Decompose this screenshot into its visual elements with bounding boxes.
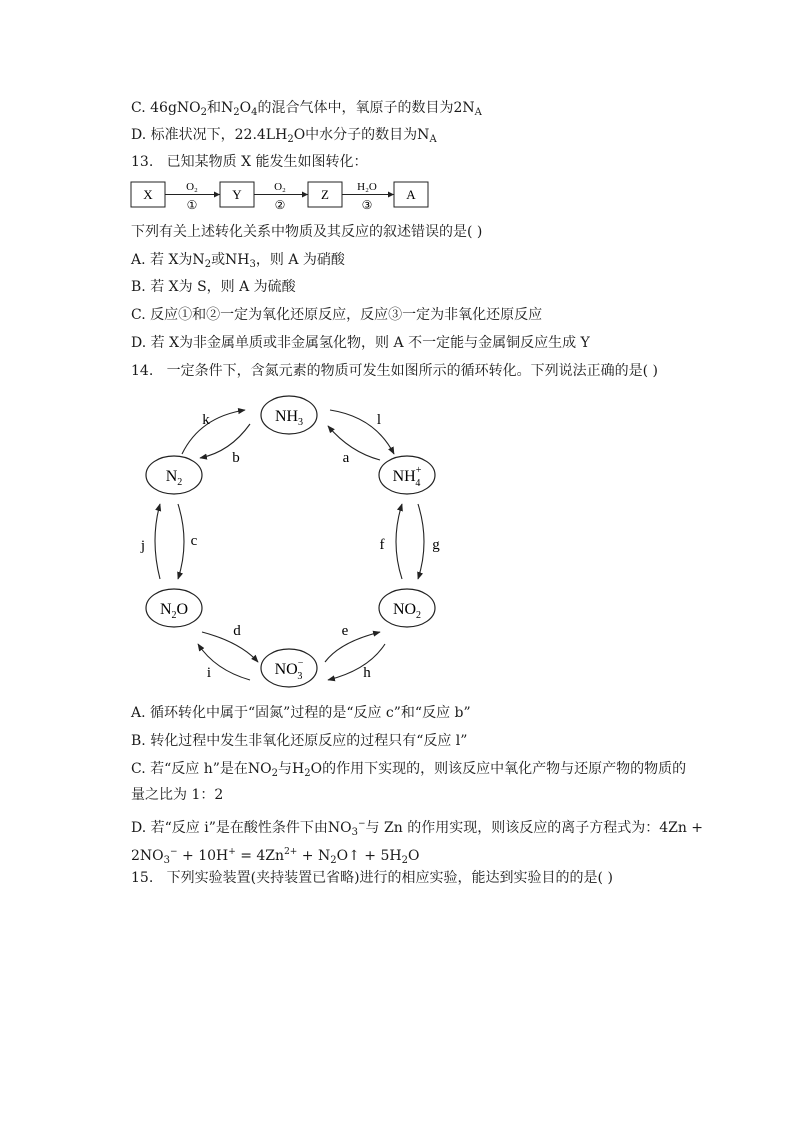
flow-box-y-label: Y xyxy=(232,187,242,202)
q13-option-b: B. 若 X为 S，则 A 为硫酸 xyxy=(131,279,296,295)
arrow-d xyxy=(202,632,258,662)
node-no3 xyxy=(261,649,317,687)
flow-step-2: ② xyxy=(274,198,286,212)
q14-option-c: C. 若“反应 h”是在$NO_2$与$H_2O$的作用下实现的，则该反应中氧化产物与还原产物的物质的 xyxy=(131,761,687,779)
label-i: i xyxy=(206,665,212,681)
arrow-l xyxy=(330,410,394,454)
label-b: b xyxy=(232,450,240,466)
label-k: k xyxy=(202,412,210,428)
label-j: j xyxy=(140,538,146,554)
label-l: l xyxy=(376,412,382,428)
arrow-c xyxy=(178,504,184,579)
q13-option-c: C. 反应①和②一定为氧化还原反应，反应③一定为非氧化还原反应 xyxy=(131,307,543,323)
q13-question: 下列有关上述转化关系中物质及其反应的叙述错误的是( ) xyxy=(131,224,483,240)
svg-text:N2: $N_2$ xyxy=(165,468,183,488)
arrow-f xyxy=(396,504,402,579)
arrow-j xyxy=(155,504,160,579)
q15-stem: 15. 下列实验装置(夹持装置已省略)进行的相应实验，能达到实验目的的是( ) xyxy=(131,870,613,886)
flow-box-x-label: X xyxy=(143,187,153,202)
label-h: h xyxy=(363,665,371,681)
node-no2 xyxy=(379,589,435,627)
flow-box-a-label: A xyxy=(406,187,416,202)
label-e: e xyxy=(341,623,349,639)
q14-option-b: B. 转化过程中发生非氧化还原反应的过程只有“反应 l” xyxy=(131,733,468,749)
node-n2o xyxy=(146,589,202,627)
flow-step-1: ① xyxy=(186,198,198,212)
q13-stem: 13. 已知某物质 X 能发生如图转化： xyxy=(131,154,368,170)
conversion-flow-diagram xyxy=(130,178,430,214)
node-nh3 xyxy=(261,396,317,434)
q14-stem: 14. 一定条件下，含氮元素的物质可发生如图所示的循环转化。下列说法正确的是( ) xyxy=(131,363,658,379)
arrow-k xyxy=(182,410,245,454)
q14-equation: $2NO_3^- + 10H^+ = 4Zn^{2+}$ + $N_2O↑ + 5H_2O$ xyxy=(131,847,420,866)
flow-box-z-label: Z xyxy=(321,187,329,202)
q14-option-c-continued: 量之比为 1：2 xyxy=(131,787,224,803)
svg-text:NO−3: NO− 3 xyxy=(274,658,304,682)
svg-text:NO2: $NO_2$ xyxy=(392,601,422,621)
q14-option-a: A. 循环转化中属于“固氮”过程的是“反应 c”和“反应 b” xyxy=(131,705,471,721)
arrow-i xyxy=(198,644,250,680)
q12-option-c: C. 46gNO$_2$和$N_2O_4$的混合气体中，氧原子的数目为$2N_A$ xyxy=(131,100,482,118)
node-nh4 xyxy=(379,456,435,494)
q14-option-d: D. 若“反应 i”是在酸性条件下由$NO_3^-$与 Zn 的作用实现，则该反应的离子方程式为：4Zn + xyxy=(131,819,704,838)
arrow-e xyxy=(325,632,380,662)
label-a: a xyxy=(342,450,350,466)
svg-text:N2O: $N_2O$ xyxy=(159,601,189,621)
arrow-h xyxy=(328,644,385,680)
arrow-a xyxy=(328,426,380,460)
arrow-b xyxy=(200,424,250,458)
flow-reagent-2: O₂ xyxy=(274,181,286,193)
label-d: d xyxy=(233,623,241,639)
q13-option-a: A. 若 X为$N_2$或$NH_3$，则 A 为硝酸 xyxy=(131,252,345,270)
q12-option-d: D. 标准状况下，$22.4LH_2O$中水分子的数目为$N_A$ xyxy=(131,127,437,145)
nitrogen-cycle-diagram xyxy=(130,392,450,692)
flow-step-3: ③ xyxy=(361,198,373,212)
label-c: c xyxy=(190,533,198,549)
flow-reagent-3: H₂O xyxy=(357,181,377,193)
label-f: f xyxy=(379,537,385,553)
q13-option-d: D. 若 X为非金属单质或非金属氢化物，则 A 不一定能与金属铜反应生成 Y xyxy=(131,335,590,351)
svg-text:NH+4: NH+ 4 xyxy=(392,465,422,489)
label-g: g xyxy=(432,537,440,553)
node-n2 xyxy=(146,456,202,494)
arrow-g xyxy=(418,504,424,579)
svg-text:NH3: $NH_3$ xyxy=(274,408,304,428)
flow-reagent-1: O₂ xyxy=(186,181,198,193)
